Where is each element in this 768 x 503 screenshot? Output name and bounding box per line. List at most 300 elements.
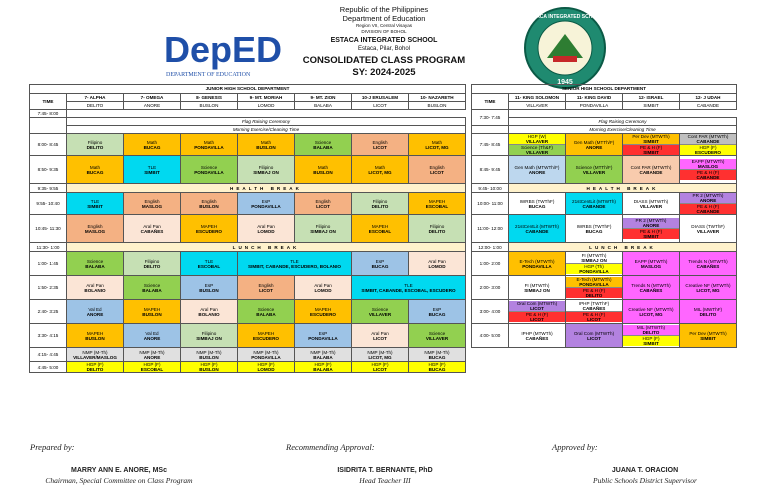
shs-subject-part xyxy=(680,259,736,269)
jhs-section-header: 7- ALPHA xyxy=(67,94,124,102)
subject-label: PR 2 (MTWTh) xyxy=(635,218,667,224)
jhs-subject-cell xyxy=(352,134,409,156)
shs-subject-part xyxy=(623,144,679,155)
shs-subject-cell xyxy=(680,252,737,276)
subject-label: EAPP (MTWTh) xyxy=(634,258,668,264)
subject-label: HGP (Th) xyxy=(584,264,604,270)
shs-subject-cell xyxy=(566,300,623,324)
subject-label: Per Dev (MTWTh) xyxy=(689,330,727,336)
teacher-label: ESCUDERO xyxy=(309,311,337,317)
teacher-label: SIMBAJ ON xyxy=(196,335,222,341)
jhs-section-header: 7- OMEGA xyxy=(124,94,181,102)
jhs-adviser: BUSLON xyxy=(181,102,238,110)
teacher-label: BUCAG xyxy=(585,228,603,234)
subject-label: English xyxy=(315,198,331,204)
teacher-label: ANORE xyxy=(585,144,603,150)
subject-label: Per Dev (MTWTh) xyxy=(632,134,670,139)
shs-subject-part xyxy=(566,331,622,341)
header-division: DIVISION OF BOHOL xyxy=(361,29,407,34)
subject-label: English xyxy=(87,223,103,229)
jhs-time: 1:00- 1:45 xyxy=(30,252,67,276)
subject-label: PE & H (F) xyxy=(696,170,720,176)
shs-dept-title: SENIOR HIGH SCHOOL DEPARTMENT xyxy=(472,85,737,94)
jhs-subject-cell xyxy=(352,300,409,324)
shs-subject-cell xyxy=(680,134,737,156)
jhs-subject-cell xyxy=(67,252,124,276)
subject-label: Science xyxy=(200,164,218,170)
subject-label: E-Tech (MTWTh) xyxy=(519,258,555,264)
shs-subject-part xyxy=(623,335,679,346)
jhs-subject-cell xyxy=(238,215,295,243)
shs-subject-cell xyxy=(680,324,737,348)
subject-label: DIASS (MTWTh) xyxy=(633,198,669,204)
subject-label: English xyxy=(429,164,445,170)
jhs-subject-cell xyxy=(238,276,295,300)
jhs-section-header: 8- GENESIS xyxy=(181,94,238,102)
subject-label: Filipino xyxy=(87,139,103,145)
teacher-label: PONDAVILLA xyxy=(251,203,281,209)
subject-label: EsP xyxy=(432,306,442,312)
subject-label: HGP (F) xyxy=(642,336,660,342)
teacher-label: ANORE xyxy=(642,223,660,229)
recommending-label: Recommending Approval: xyxy=(286,442,375,452)
approver-title: Public Schools District Supervisor xyxy=(593,476,697,485)
shs-subject-cell xyxy=(509,324,566,348)
subject-label: TLE xyxy=(90,198,100,204)
shs-subject-cell xyxy=(623,252,680,276)
teacher-label: LOMOD xyxy=(314,287,332,293)
subject-label: PE & H (F) xyxy=(639,145,663,151)
teacher-label: DELITO xyxy=(143,263,161,269)
teacher-label: PONDAVILLA xyxy=(579,269,609,275)
jhs-subject-cell xyxy=(295,324,352,348)
teacher-label: LICOT, MG xyxy=(425,144,449,150)
jhs-time: 10:45- 11:30 xyxy=(30,215,67,243)
shs-time: 8:45- 9:45 xyxy=(472,156,509,184)
subject-label: HGP (F) xyxy=(143,362,161,368)
teacher-label: SIMBIT xyxy=(643,150,659,156)
teacher-label: ESCUDERO xyxy=(694,150,722,156)
jhs-subject-cell xyxy=(181,362,238,373)
shs-subject-part xyxy=(509,199,565,209)
subject-label: Science xyxy=(86,258,104,264)
subject-label: HGP (F) xyxy=(257,362,275,368)
subject-label: MAPEH xyxy=(371,223,389,229)
subject-label: IPHP (TWThF) xyxy=(578,301,610,307)
subject-label: NMP (M-Th) xyxy=(367,349,393,355)
jhs-section-header: 9- MT. MORIAH xyxy=(238,94,295,102)
jhs-subject-cell xyxy=(124,215,181,243)
shs-subject-cell xyxy=(509,300,566,324)
subject-label: MAPEH xyxy=(86,330,104,336)
header-deped: Department of Education xyxy=(342,14,426,23)
subject-label: EsP xyxy=(204,282,214,288)
shs-subject-part xyxy=(680,134,736,144)
teacher-label: CABAÑES xyxy=(140,228,164,234)
teacher-label: ESCOBAL xyxy=(368,228,392,234)
jhs-subject-cell xyxy=(238,324,295,348)
seal-text: ESTACA INTEGRATED SCHOOL xyxy=(526,14,604,20)
jhs-subject-cell xyxy=(352,215,409,243)
subject-label: English xyxy=(258,282,274,288)
jhs-subject-cell xyxy=(124,276,181,300)
shs-adviser: SIMBIT xyxy=(623,102,680,110)
shs-subject-part xyxy=(623,307,679,317)
flag-ceremony-note: Flag Raising Ceremony xyxy=(67,118,466,126)
teacher-label: BUCAG xyxy=(428,367,446,373)
teacher-label: BUCAG xyxy=(371,263,389,269)
subject-label: Val Ed xyxy=(145,330,159,336)
shs-subject-cell xyxy=(680,156,737,184)
teacher-label: BUSLON xyxy=(199,287,219,293)
subject-label: Val Ed xyxy=(88,306,102,312)
jhs-subject-cell xyxy=(124,252,181,276)
shs-subject-part xyxy=(566,277,622,287)
shs-subject-cell xyxy=(566,324,623,348)
subject-label: Cont PAR (MTWTh) xyxy=(687,134,729,139)
schedule-table xyxy=(29,84,737,373)
jhs-subject-cell xyxy=(409,362,466,373)
subject-label: Creative NF (MTWTh) xyxy=(628,306,674,312)
teacher-label: ANORE xyxy=(699,198,717,204)
jhs-adviser: LOMOD xyxy=(238,102,295,110)
teacher-label: LOMOD xyxy=(257,367,275,373)
teacher-label: DELITO xyxy=(428,228,446,234)
jhs-subject-cell xyxy=(181,193,238,215)
jhs-subject-cell xyxy=(295,362,352,373)
jhs-subject-cell xyxy=(181,252,238,276)
teacher-label: ESCOBAL xyxy=(197,263,221,269)
jhs-subject-cell xyxy=(352,324,409,348)
teacher-label: ESCUDERO xyxy=(252,335,280,341)
teacher-label: SIMBIT, CABANDE, ESCOBAL, ESCUDERO xyxy=(361,287,456,293)
school-year: SY: 2024-2025 xyxy=(352,67,416,78)
teacher-label: LOMOD xyxy=(428,263,446,269)
jhs-subject-cell xyxy=(352,156,409,184)
teacher-label: BUCAG xyxy=(428,311,446,317)
teacher-label: CABANDE xyxy=(525,228,549,234)
shs-subject-part xyxy=(566,140,622,150)
jhs-subject-cell xyxy=(352,193,409,215)
shs-time: 7:45- 8:45 xyxy=(472,134,509,156)
subject-label: Creative NF (MTWTh) xyxy=(685,282,731,288)
jhs-subject-cell xyxy=(124,300,181,324)
teacher-label: LICOT xyxy=(530,306,544,312)
shs-subject-cell xyxy=(566,276,623,300)
shs-subject-part xyxy=(509,301,565,311)
teacher-label: MASLOG xyxy=(141,203,163,209)
spacer xyxy=(30,118,67,134)
header-republic: Republic of the Philippines xyxy=(339,5,429,14)
teacher-label: SIMBIT xyxy=(700,335,716,341)
jhs-subject-cell xyxy=(409,134,466,156)
shs-adviser: PONDAVILLA xyxy=(566,102,623,110)
teacher-label: LICOT, MG xyxy=(639,311,663,317)
subject-label: FI (MTWTh) xyxy=(524,282,550,288)
jhs-subject-cell xyxy=(295,193,352,215)
subject-label: IWRBS (TWThF) xyxy=(519,198,555,204)
jhs-dept-title: JUNIOR HIGH SCHOOL DEPARTMENT xyxy=(30,85,466,94)
jhs-section-header: 9- MT. ZION xyxy=(295,94,352,102)
teacher-label: CABAÑES xyxy=(582,306,606,312)
header-region: Region VII, Central Visayas xyxy=(355,23,413,28)
shs-subject-part xyxy=(623,134,679,144)
shs-section-header: 11- KING SOLOMON xyxy=(509,94,566,102)
shs-subject-cell xyxy=(680,193,737,215)
jhs-subject-cell xyxy=(409,300,466,324)
shs-subject-part xyxy=(509,331,565,341)
teacher-label: SIMBAJ ON xyxy=(310,228,336,234)
jhs-subject-cell xyxy=(238,348,295,362)
shs-subject-part xyxy=(680,193,736,203)
jhs-subject-cell xyxy=(352,276,466,300)
shs-subject-part xyxy=(509,144,565,155)
spacer xyxy=(466,348,737,362)
teacher-label: ANORE xyxy=(143,354,161,360)
shs-subject-cell xyxy=(509,193,566,215)
subject-label: Aral Pan xyxy=(314,282,332,288)
jhs-section-header: 10- NAZARETH xyxy=(409,94,466,102)
shs-time: 4:00- 5:00 xyxy=(472,324,509,348)
shs-subject-part xyxy=(680,203,736,214)
shs-subject-cell xyxy=(623,324,680,348)
shs-subject-part xyxy=(566,287,622,298)
shs-subject-cell xyxy=(623,193,680,215)
teacher-label: SIMBAJ ON xyxy=(581,258,607,264)
teacher-label: VILLAVER xyxy=(639,203,663,209)
teacher-label: VILLAVER xyxy=(696,228,720,234)
teacher-label: BUSLON xyxy=(199,354,219,360)
teacher-label: PONDAVILLA xyxy=(251,354,281,360)
subject-label: Math xyxy=(431,139,443,145)
teacher-label: BUSLON xyxy=(199,203,219,209)
subject-label: Science (Th&F) xyxy=(521,145,553,151)
subject-label: TLE xyxy=(404,282,413,288)
jhs-subject-cell xyxy=(238,134,295,156)
teacher-label: ESCUDERO xyxy=(195,228,223,234)
shs-time: 7:30- 7:45 xyxy=(472,110,509,126)
jhs-subject-cell xyxy=(409,348,466,362)
teacher-label: BUSLON xyxy=(199,367,219,373)
teacher-label: CABANDE xyxy=(696,139,720,145)
jhs-time: 11:30- 1:00 xyxy=(30,243,67,252)
subject-label: Filipino xyxy=(201,330,217,336)
subject-label: NMP (M-Th) xyxy=(310,349,336,355)
approved-label: Approved by: xyxy=(552,442,598,452)
teacher-label: VILLAVER xyxy=(525,139,549,145)
shs-subject-cell xyxy=(566,252,623,276)
header-school: ESTACA INTEGRATED SCHOOL xyxy=(330,37,438,44)
subject-label: FI (MTWTh) xyxy=(581,253,607,259)
shs-subject-part xyxy=(566,165,622,175)
teacher-label: ANORE xyxy=(528,169,546,175)
recommender-title: Head Teacher III xyxy=(359,476,411,485)
jhs-subject-cell xyxy=(124,362,181,373)
subject-label: MAPEH xyxy=(200,223,218,229)
teacher-label: SIMBAJ ON xyxy=(524,287,550,293)
subject-label: PE & H (F) xyxy=(639,229,663,235)
jhs-time: 2:40- 3:25 xyxy=(30,300,67,324)
jhs-section-header: 10-J ERUSALEM xyxy=(352,94,409,102)
teacher-label: BUSLON xyxy=(142,311,162,317)
shs-subject-part xyxy=(566,301,622,311)
jhs-time: 1:50- 2:35 xyxy=(30,276,67,300)
jhs-subject-cell xyxy=(238,300,295,324)
jhs-time: 9:55- 10:40 xyxy=(30,193,67,215)
shs-subject-cell xyxy=(509,215,566,243)
teacher-label: PONDAVILLA xyxy=(522,263,552,269)
teacher-label: MASLOG xyxy=(84,228,106,234)
jhs-subject-cell xyxy=(409,215,466,243)
shs-subject-part xyxy=(509,224,565,234)
teacher-label: BALABA xyxy=(85,263,105,269)
shs-subject-part xyxy=(623,228,679,239)
jhs-time: 4:45- 5:00 xyxy=(30,362,67,373)
jhs-subject-cell xyxy=(238,156,295,184)
shs-subject-part xyxy=(566,311,622,322)
subject-label: Aral Pan xyxy=(257,223,275,229)
subject-label: Trends N (MTWTh) xyxy=(688,258,728,264)
jhs-time: 8:00- 8:45 xyxy=(30,134,67,156)
jhs-subject-cell xyxy=(181,348,238,362)
jhs-subject-cell xyxy=(295,300,352,324)
subject-label: TLE xyxy=(147,164,157,170)
subject-label: Aral Pan xyxy=(200,306,218,312)
teacher-label: DELITO xyxy=(585,293,603,299)
teacher-label: SIMBIT xyxy=(643,234,659,240)
subject-label: PE & H (F) xyxy=(582,312,606,318)
shs-subject-part xyxy=(566,263,622,274)
jhs-subject-cell xyxy=(124,348,181,362)
subject-label: English xyxy=(372,139,388,145)
teacher-label: CABAÑES xyxy=(525,335,549,341)
subject-label: Science xyxy=(428,330,446,336)
subject-label: PR 2 (MTWTh) xyxy=(692,193,724,199)
jhs-subject-cell xyxy=(181,324,238,348)
jhs-subject-cell xyxy=(124,156,181,184)
shs-subject-part xyxy=(566,224,622,234)
shs-subject-part xyxy=(680,331,736,341)
subject-label: IWRBS (TWThF) xyxy=(576,223,612,229)
doc-title: CONSOLIDATED CLASS PROGRAM xyxy=(302,55,466,66)
jhs-subject-cell xyxy=(238,252,352,276)
spacer xyxy=(509,110,737,118)
jhs-time: 4:15- 4:45 xyxy=(30,348,67,362)
jhs-subject-cell xyxy=(295,215,352,243)
teacher-label: LICOT xyxy=(587,317,601,323)
shs-subject-part xyxy=(509,311,565,322)
teacher-label: BUCAG xyxy=(528,203,546,209)
teacher-label: LICOT xyxy=(530,317,544,323)
teacher-label: CABANDE xyxy=(639,169,663,175)
subject-label: MAPEH xyxy=(143,306,161,312)
shs-section-header: 12- ISRAEL xyxy=(623,94,680,102)
teacher-label: BUSLON xyxy=(256,144,276,150)
seal-year: 1945 xyxy=(557,79,573,86)
subject-label: Math xyxy=(89,164,101,170)
jhs-subject-cell xyxy=(238,193,295,215)
shs-subject-cell xyxy=(623,300,680,324)
shs-adviser: CABANDE xyxy=(680,102,737,110)
teacher-label: DELITO xyxy=(371,203,389,209)
subject-label: Filipino xyxy=(144,258,160,264)
subject-label: MAPEH xyxy=(257,330,275,336)
subject-label: MIL (MWThF) xyxy=(693,306,723,312)
teacher-label: MASLOG xyxy=(640,263,662,269)
teacher-label: BUCAG xyxy=(428,354,446,360)
subject-label: PE & H (F) xyxy=(696,204,720,210)
jhs-subject-cell xyxy=(295,348,352,362)
jhs-subject-cell xyxy=(67,300,124,324)
teacher-label: LOMOD xyxy=(257,228,275,234)
jhs-subject-cell xyxy=(409,156,466,184)
teacher-label: MASLOG xyxy=(697,164,719,170)
shs-subject-cell xyxy=(680,215,737,243)
teacher-label: LICOT xyxy=(259,287,273,293)
subject-label: Filipino xyxy=(372,198,388,204)
teacher-label: BUCAG xyxy=(86,169,104,175)
shs-subject-part xyxy=(623,325,679,335)
jhs-subject-cell xyxy=(181,156,238,184)
shs-subject-part xyxy=(509,283,565,293)
subject-label: HGP (F) xyxy=(428,362,446,368)
teacher-label: LICOT xyxy=(587,335,601,341)
shs-time: 2:00- 3:00 xyxy=(472,276,509,300)
subject-label: Filipino xyxy=(429,223,445,229)
subject-label: MIL (MTWTh) xyxy=(636,325,666,331)
teacher-label: BALABA xyxy=(313,354,333,360)
jhs-subject-cell xyxy=(67,215,124,243)
jhs-subject-cell xyxy=(67,134,124,156)
subject-label: Oral Com (MTWTh) xyxy=(516,301,558,307)
shs-section-header: 12- J UDAH xyxy=(680,94,737,102)
subject-label: Gen Math (MTWTh/F) xyxy=(514,164,560,170)
teacher-label: ANORE xyxy=(86,311,104,317)
subject-label: Filipino xyxy=(258,164,274,170)
shs-subject-part xyxy=(509,165,565,175)
subject-label: IPHP (MTWTh) xyxy=(521,330,553,336)
morning-exercise-note: Morning Exercise/Cleaning Time xyxy=(67,126,466,134)
jhs-adviser: DELITO xyxy=(67,102,124,110)
jhs-subject-cell xyxy=(67,193,124,215)
jhs-subject-cell xyxy=(124,134,181,156)
teacher-label: PONDAVILLA xyxy=(579,282,609,288)
subject-label: HGP (F) xyxy=(371,362,389,368)
jhs-subject-cell xyxy=(238,362,295,373)
teacher-label: LICOT xyxy=(430,169,444,175)
shs-morning-exercise-note: Morning Exercise/Cleaning Time xyxy=(509,126,737,134)
teacher-label: VILLAVER xyxy=(368,311,392,317)
teacher-label: ESCOBAL xyxy=(425,203,449,209)
jhs-subject-cell xyxy=(352,348,409,362)
subject-label: E-Tech (MTWTh) xyxy=(576,277,612,283)
shs-subject-cell xyxy=(566,134,623,156)
teacher-label: BOLANIO xyxy=(198,311,220,317)
spacer xyxy=(466,362,737,373)
teacher-label: PONDAVILLA xyxy=(194,144,224,150)
subject-label: Science xyxy=(143,282,161,288)
shs-subject-part xyxy=(623,199,679,209)
jhs-subject-cell xyxy=(352,252,409,276)
shs-time: 1:00- 2:00 xyxy=(472,252,509,276)
teacher-label: LICOT xyxy=(316,203,330,209)
subject-label: TLE xyxy=(204,258,214,264)
shs-subject-cell xyxy=(566,156,623,184)
subject-label: NMP (M-Th) xyxy=(424,349,450,355)
shs-subject-part xyxy=(680,159,736,169)
teacher-label: CABAÑES xyxy=(696,263,720,269)
jhs-adviser: BALABA xyxy=(295,102,352,110)
